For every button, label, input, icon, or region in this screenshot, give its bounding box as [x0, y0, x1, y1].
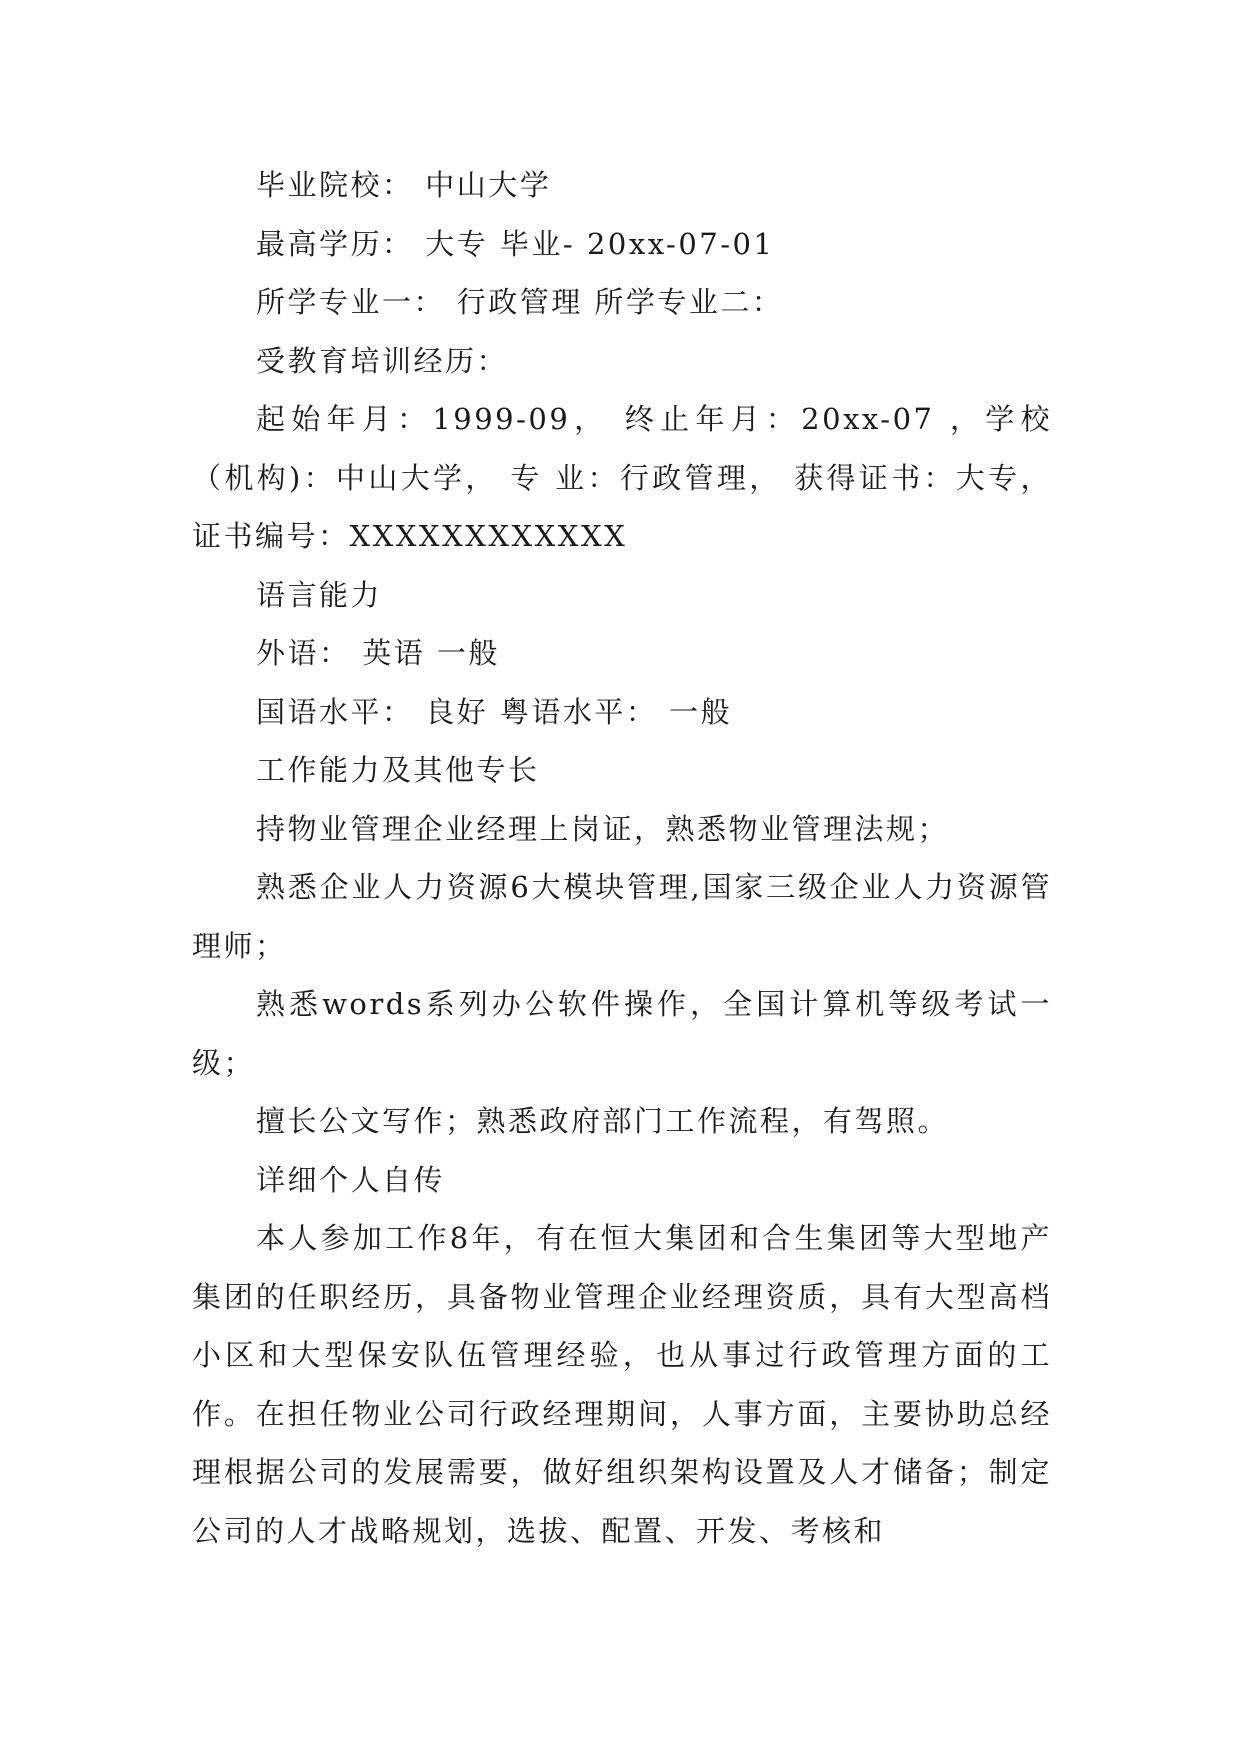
- skill-item: 擅长公文写作；熟悉政府部门工作流程，有驾照。: [256, 1104, 950, 1138]
- skills-heading: 工作能力及其他专长: [256, 753, 540, 787]
- skill-item: 熟悉企业人力资源6大模块管理,国家三级企业人力资源管理师；: [192, 870, 1052, 963]
- autobiography-heading: 详细个人自传: [256, 1162, 446, 1197]
- highest-education: 最高学历： 大专 毕业- 20xx-07-01: [256, 226, 775, 261]
- mandarin-cantonese-level: 国语水平： 良好 粤语水平： 一般: [256, 694, 733, 729]
- skill-item: 熟悉words系列办公软件操作，全国计算机等级考试一级；: [192, 987, 1052, 1080]
- foreign-language: 外语： 英语 一般: [256, 636, 500, 670]
- graduation-school: 毕业院校： 中山大学: [256, 168, 552, 202]
- major: 所学专业一： 行政管理 所学专业二：: [256, 285, 784, 319]
- autobiography-text: 本人参加工作8年，有在恒大集团和合生集团等大型地产集团的任职经历，具备物业管理企业经理资质，具有大型高档小区和大型保安队伍管理经验，也从事过行政管理方面的工作。在担任物业公司行政经理期间，人事方面，主要协助总经理根据公司的发展需要，做好组织架构设置及人才储备；制定公司的人才战略规划，选拔、配置、开发、考核和: [192, 1221, 1052, 1548]
- document-page: [192, 156, 1052, 1560]
- education-heading: 受教育培训经历：: [256, 343, 509, 378]
- education-record: 起始年月：1999-09， 终止年月：20xx-07 ，学校（机构)：中山大学， 专 业：行政管理， 获得证书：大专，证书编号：XXXXXXXXXXXX: [192, 402, 1052, 553]
- language-heading: 语言能力: [256, 577, 383, 612]
- skill-item: 持物业管理企业经理上岗证，熟悉物业管理法规；: [256, 811, 950, 846]
